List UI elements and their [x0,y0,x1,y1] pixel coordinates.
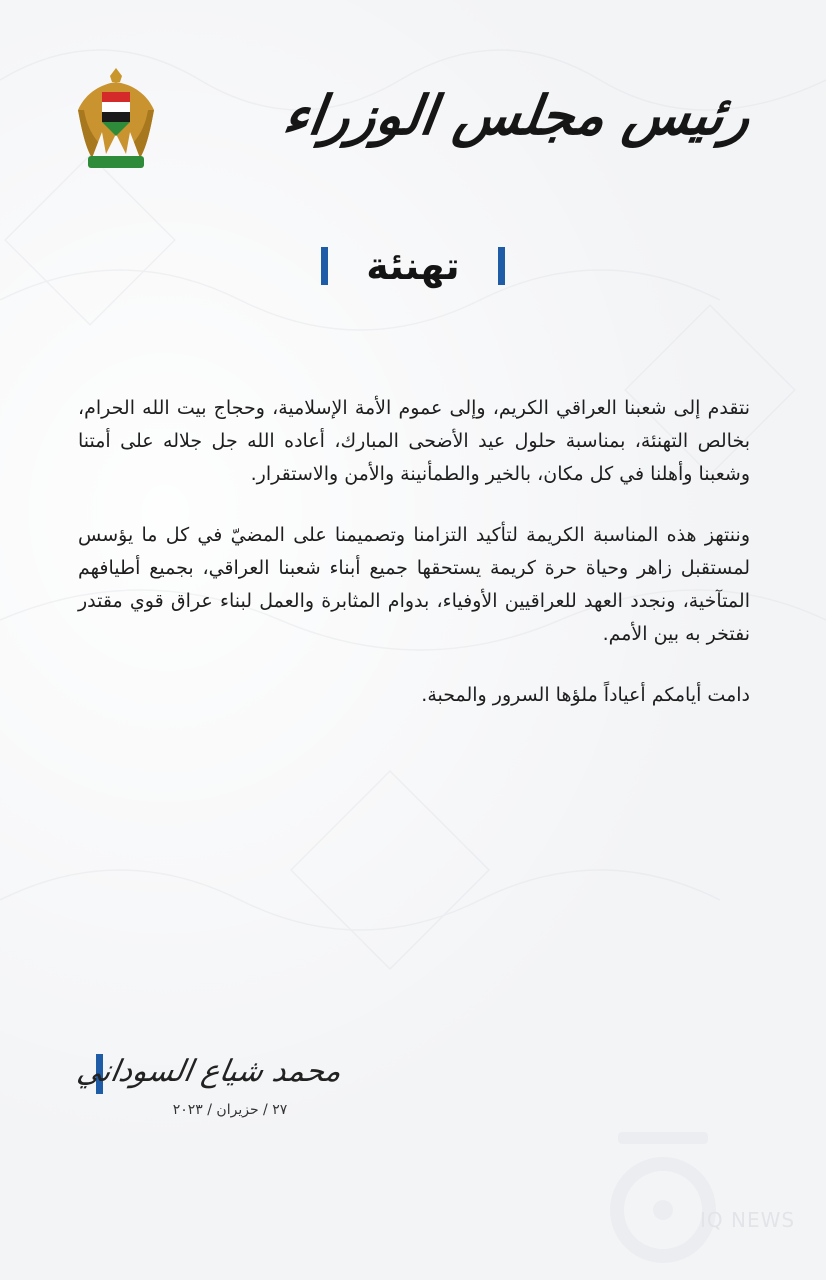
letter-date: ٢٧ / حزيران / ٢٠٢٣ [172,1102,288,1118]
heading-right-bar [498,247,505,285]
paragraph-1: نتقدم إلى شعبنا العراقي الكريم، وإلى عموم الأمة الإسلامية، وحجاج بيت الله الحرام، بخالص التهنئة، بمناسبة حلول عيد الأضحى المبارك، أعاده الله جل جلاله على أمتنا وشعبنا وأهلنا في كل مكان، بالخير والطمأنينة والأمن والاستقرار. [78,397,750,485]
paragraph-3: دامت أيامكم أعياداً ملؤها السرور والمحبة. [421,684,750,706]
page-heading: تهنئة [366,244,460,288]
iraq-eagle-emblem-icon [72,62,160,174]
prime-minister-title: رئيس مجلس الوزراء [279,83,755,147]
iq-news-logo-icon [598,1128,728,1268]
heading-left-bar [321,247,328,285]
heading-row [0,240,826,292]
letter-body [78,392,750,740]
paragraph-2: وننتهز هذه المناسبة الكريمة لتأكيد التزامنا وتصميمنا على المضيّ في كل ما يؤسس لمستقبل زاهر وحياة حرة كريمة يستحقها جميع أبناء شعبنا العراقي، بجميع أطيافهم المتآخية، ونجدد العهد للعراقيين الأوفياء، بدوام المثابرة والعمل لبناء عراق قوي مقتدر نفتخر به بين الأمم. [78,524,750,645]
watermark-text: IQ NEWS [700,1208,796,1232]
signature: محمد شياع السوداني [74,1054,345,1089]
